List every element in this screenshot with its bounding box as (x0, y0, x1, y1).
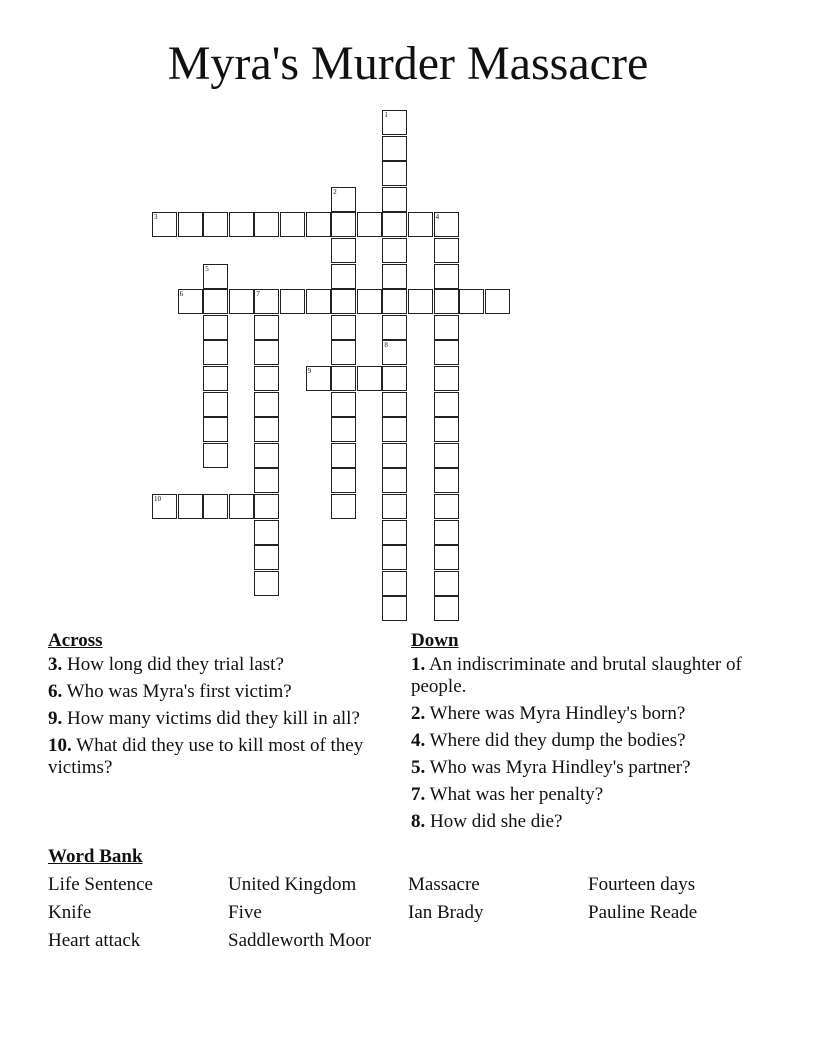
down-clue: 8. How did she die? (411, 811, 563, 832)
grid-cell[interactable] (254, 520, 279, 545)
word-bank-item: Saddleworth Moor (228, 930, 372, 951)
grid-cell[interactable] (382, 212, 407, 237)
grid-cell[interactable] (306, 366, 331, 391)
grid-number: 3 (154, 213, 158, 222)
grid-cell[interactable] (254, 417, 279, 442)
grid-cell[interactable] (382, 161, 407, 186)
grid-cell[interactable] (331, 238, 356, 263)
across-clue: 6. Who was Myra's first victim? (48, 681, 292, 702)
grid-cell[interactable] (331, 212, 356, 237)
grid-cell[interactable] (434, 520, 459, 545)
grid-cell[interactable] (382, 264, 407, 289)
down-clue: 4. Where did they dump the bodies? (411, 730, 686, 751)
grid-cell[interactable] (254, 545, 279, 570)
down-clue: 1. An indiscriminate and brutal slaughter of people. (411, 654, 742, 697)
grid-cell[interactable] (203, 392, 228, 417)
grid-cell[interactable] (331, 392, 356, 417)
grid-cell[interactable] (434, 392, 459, 417)
grid-cell[interactable] (254, 494, 279, 519)
grid-cell[interactable] (434, 443, 459, 468)
grid-cell[interactable] (331, 289, 356, 314)
grid-cell[interactable] (434, 289, 459, 314)
grid-cell[interactable] (254, 443, 279, 468)
grid-cell[interactable] (331, 443, 356, 468)
grid-number: 10 (154, 495, 161, 503)
grid-cell[interactable] (280, 289, 305, 314)
across-clues (48, 630, 388, 784)
grid-cell[interactable] (203, 340, 228, 365)
word-bank-item: United Kingdom (228, 874, 357, 895)
grid-number: 7 (256, 290, 260, 299)
grid-cell[interactable] (331, 264, 356, 289)
grid-cell[interactable] (434, 571, 459, 596)
grid-cell[interactable] (254, 289, 279, 314)
grid-cell[interactable] (254, 392, 279, 417)
down-heading: Down (411, 630, 459, 651)
grid-cell[interactable] (254, 468, 279, 493)
grid-cell[interactable] (254, 366, 279, 391)
grid-cell[interactable] (203, 366, 228, 391)
grid-cell[interactable] (357, 212, 382, 237)
grid-cell[interactable] (434, 238, 459, 263)
grid-cell[interactable] (229, 289, 254, 314)
grid-number: 6 (179, 290, 184, 299)
grid-cell[interactable] (254, 315, 279, 340)
grid-cell[interactable] (331, 340, 356, 365)
grid-cell[interactable] (382, 289, 407, 314)
grid-cell[interactable] (306, 212, 331, 237)
grid-cell[interactable] (382, 315, 407, 340)
grid-cell[interactable] (357, 289, 382, 314)
grid-cell[interactable] (178, 289, 203, 314)
grid-cell[interactable] (434, 340, 459, 365)
puzzle-title: Myra's Murder Massacre (167, 37, 649, 90)
grid-cell[interactable] (434, 212, 459, 237)
grid-cell[interactable] (382, 571, 407, 596)
grid-number: 8 (384, 341, 388, 350)
grid-cell[interactable] (331, 468, 356, 493)
grid-cell[interactable] (203, 494, 228, 519)
grid-number: 9 (307, 367, 312, 375)
grid-cell[interactable] (382, 136, 407, 161)
grid-cell[interactable] (382, 238, 407, 263)
word-bank-item: Pauline Reade (588, 902, 698, 923)
grid-cell[interactable] (280, 212, 305, 237)
grid-cell[interactable] (331, 315, 356, 340)
grid-cell[interactable] (382, 520, 407, 545)
word-bank-heading: Word Bank (48, 846, 143, 867)
grid-number: 5 (205, 264, 209, 273)
down-clues (411, 630, 771, 838)
word-bank-item: Knife (48, 902, 92, 923)
grid-cell[interactable] (152, 494, 177, 519)
grid-cell[interactable] (203, 212, 228, 237)
grid-cell[interactable] (434, 264, 459, 289)
word-bank-item: Fourteen days (588, 874, 696, 895)
word-bank-item: Massacre (408, 874, 480, 895)
grid-cell[interactable] (382, 392, 407, 417)
grid-cell[interactable] (203, 443, 228, 468)
grid-cell[interactable] (203, 289, 228, 314)
grid-cell[interactable] (331, 417, 356, 442)
grid-cell[interactable] (382, 545, 407, 570)
grid-cell[interactable] (459, 289, 484, 314)
across-heading: Across (48, 630, 103, 651)
grid-cell[interactable] (254, 212, 279, 237)
grid-cell[interactable] (434, 417, 459, 442)
grid-cell[interactable] (382, 340, 407, 365)
grid-cell[interactable] (382, 110, 407, 135)
word-bank-item: Ian Brady (408, 902, 484, 923)
grid-cell[interactable] (382, 187, 407, 212)
grid-cell[interactable] (434, 545, 459, 570)
grid-cell[interactable] (357, 366, 382, 391)
grid-cell[interactable] (203, 264, 228, 289)
word-bank (48, 874, 788, 952)
grid-cell[interactable] (331, 494, 356, 519)
grid-cell[interactable] (382, 596, 407, 621)
grid-cell[interactable] (382, 417, 407, 442)
grid-cell[interactable] (434, 596, 459, 621)
grid-cell[interactable] (178, 212, 203, 237)
grid-cell[interactable] (434, 468, 459, 493)
word-bank-item: Five (228, 902, 262, 923)
grid-cell[interactable] (203, 315, 228, 340)
grid-number: 2 (333, 187, 337, 196)
grid-cell[interactable] (331, 187, 356, 212)
grid-cell[interactable] (434, 494, 459, 519)
word-bank-item: Life Sentence (48, 874, 153, 895)
grid-cell[interactable] (229, 212, 254, 237)
down-clue: 2. Where was Myra Hindley's born? (411, 703, 686, 724)
word-bank-item: Heart attack (48, 930, 141, 951)
grid-cell[interactable] (331, 366, 356, 391)
grid-cell[interactable] (382, 443, 407, 468)
grid-cell[interactable] (203, 417, 228, 442)
down-clue: 7. What was her penalty? (411, 784, 604, 805)
grid-cell[interactable] (229, 494, 254, 519)
grid-cell[interactable] (485, 289, 510, 314)
grid-cell[interactable] (382, 366, 407, 391)
grid-cell[interactable] (254, 340, 279, 365)
grid-cell[interactable] (434, 315, 459, 340)
grid-cell[interactable] (408, 289, 433, 314)
grid-cell[interactable] (408, 212, 433, 237)
across-clue: 10. What did they use to kill most of they victims? (48, 735, 364, 778)
grid-cell[interactable] (306, 289, 331, 314)
grid-number: 1 (384, 111, 388, 119)
down-clue: 5. Who was Myra Hindley's partner? (411, 757, 691, 778)
grid-cell[interactable] (382, 494, 407, 519)
grid-number: 4 (435, 213, 440, 222)
grid-cell[interactable] (178, 494, 203, 519)
grid-cell[interactable] (434, 366, 459, 391)
across-clue: 3. How long did they trial last? (48, 654, 284, 675)
grid-cell[interactable] (152, 212, 177, 237)
grid-cell[interactable] (382, 468, 407, 493)
across-clue: 9. How many victims did they kill in all? (48, 708, 360, 729)
grid-cell[interactable] (254, 571, 279, 596)
